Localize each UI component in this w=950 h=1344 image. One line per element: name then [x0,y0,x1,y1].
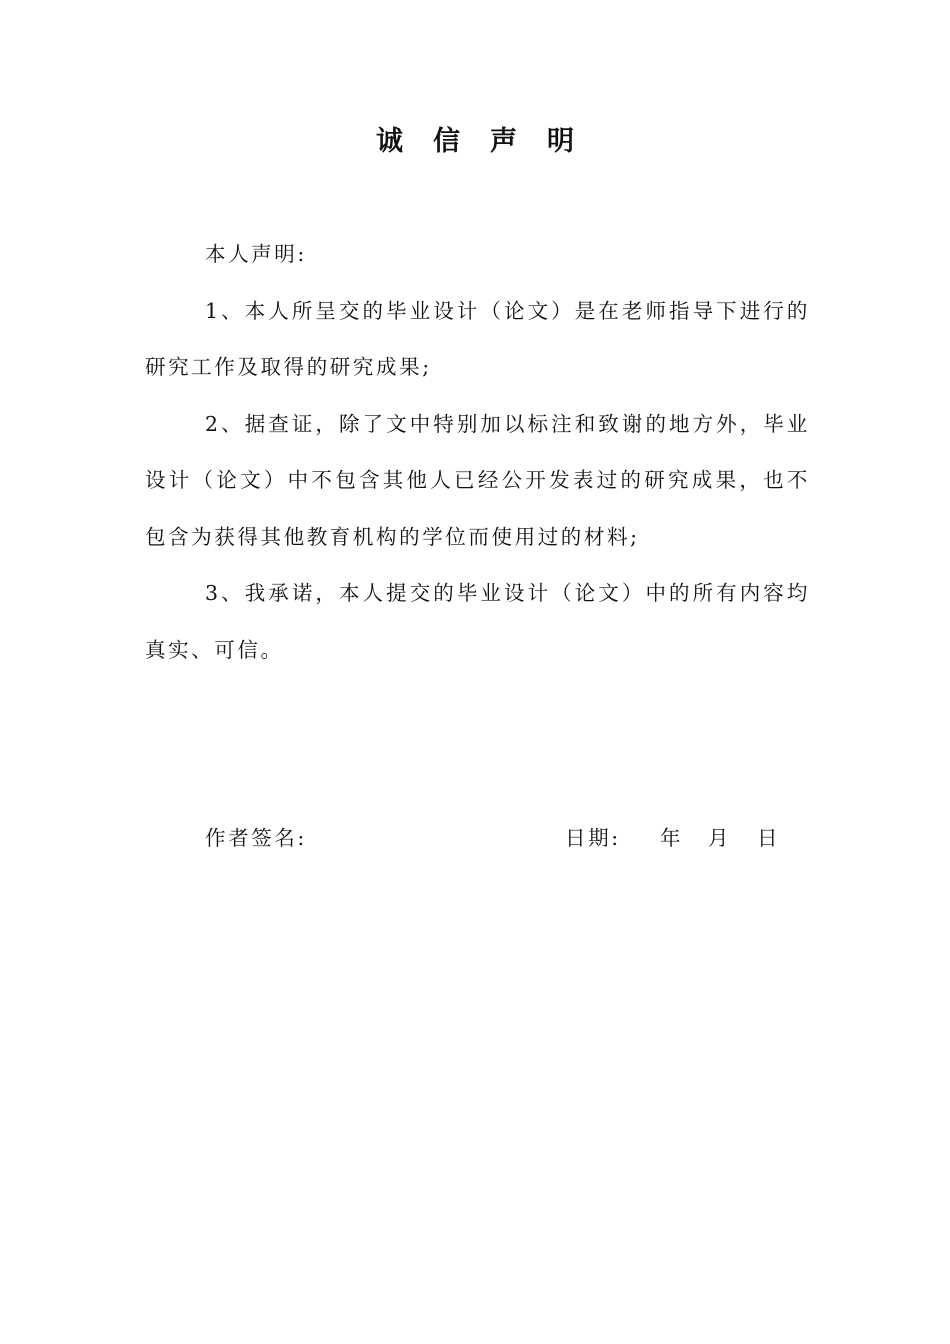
declaration-intro: 本人声明: [205,242,307,266]
date-day-label: 日 [757,826,781,850]
declaration-item-1: 1、本人所呈交的毕业设计（论文）是在老师指导下进行的研究工作及取得的研究成果; [145,298,810,379]
author-signature-label: 作者签名: [205,826,307,850]
date-year-label: 年 [660,826,684,850]
declaration-item-3: 3、我承诺，本人提交的毕业设计（论文）中的所有内容均真实、可信。 [145,581,810,662]
declaration-body [145,226,810,678]
page-title: 诚信声明 [376,126,604,157]
date-label: 日期: [565,826,621,850]
signature-row [0,818,950,858]
declaration-item-2: 2、据查证，除了文中特别加以标注和致谢的地方外，毕业设计（论文）中不包含其他人已经公开发表过的研究成果，也不包含为获得其他教育机构的学位而使用过的材料; [145,411,810,549]
date-month-label: 月 [708,826,732,850]
